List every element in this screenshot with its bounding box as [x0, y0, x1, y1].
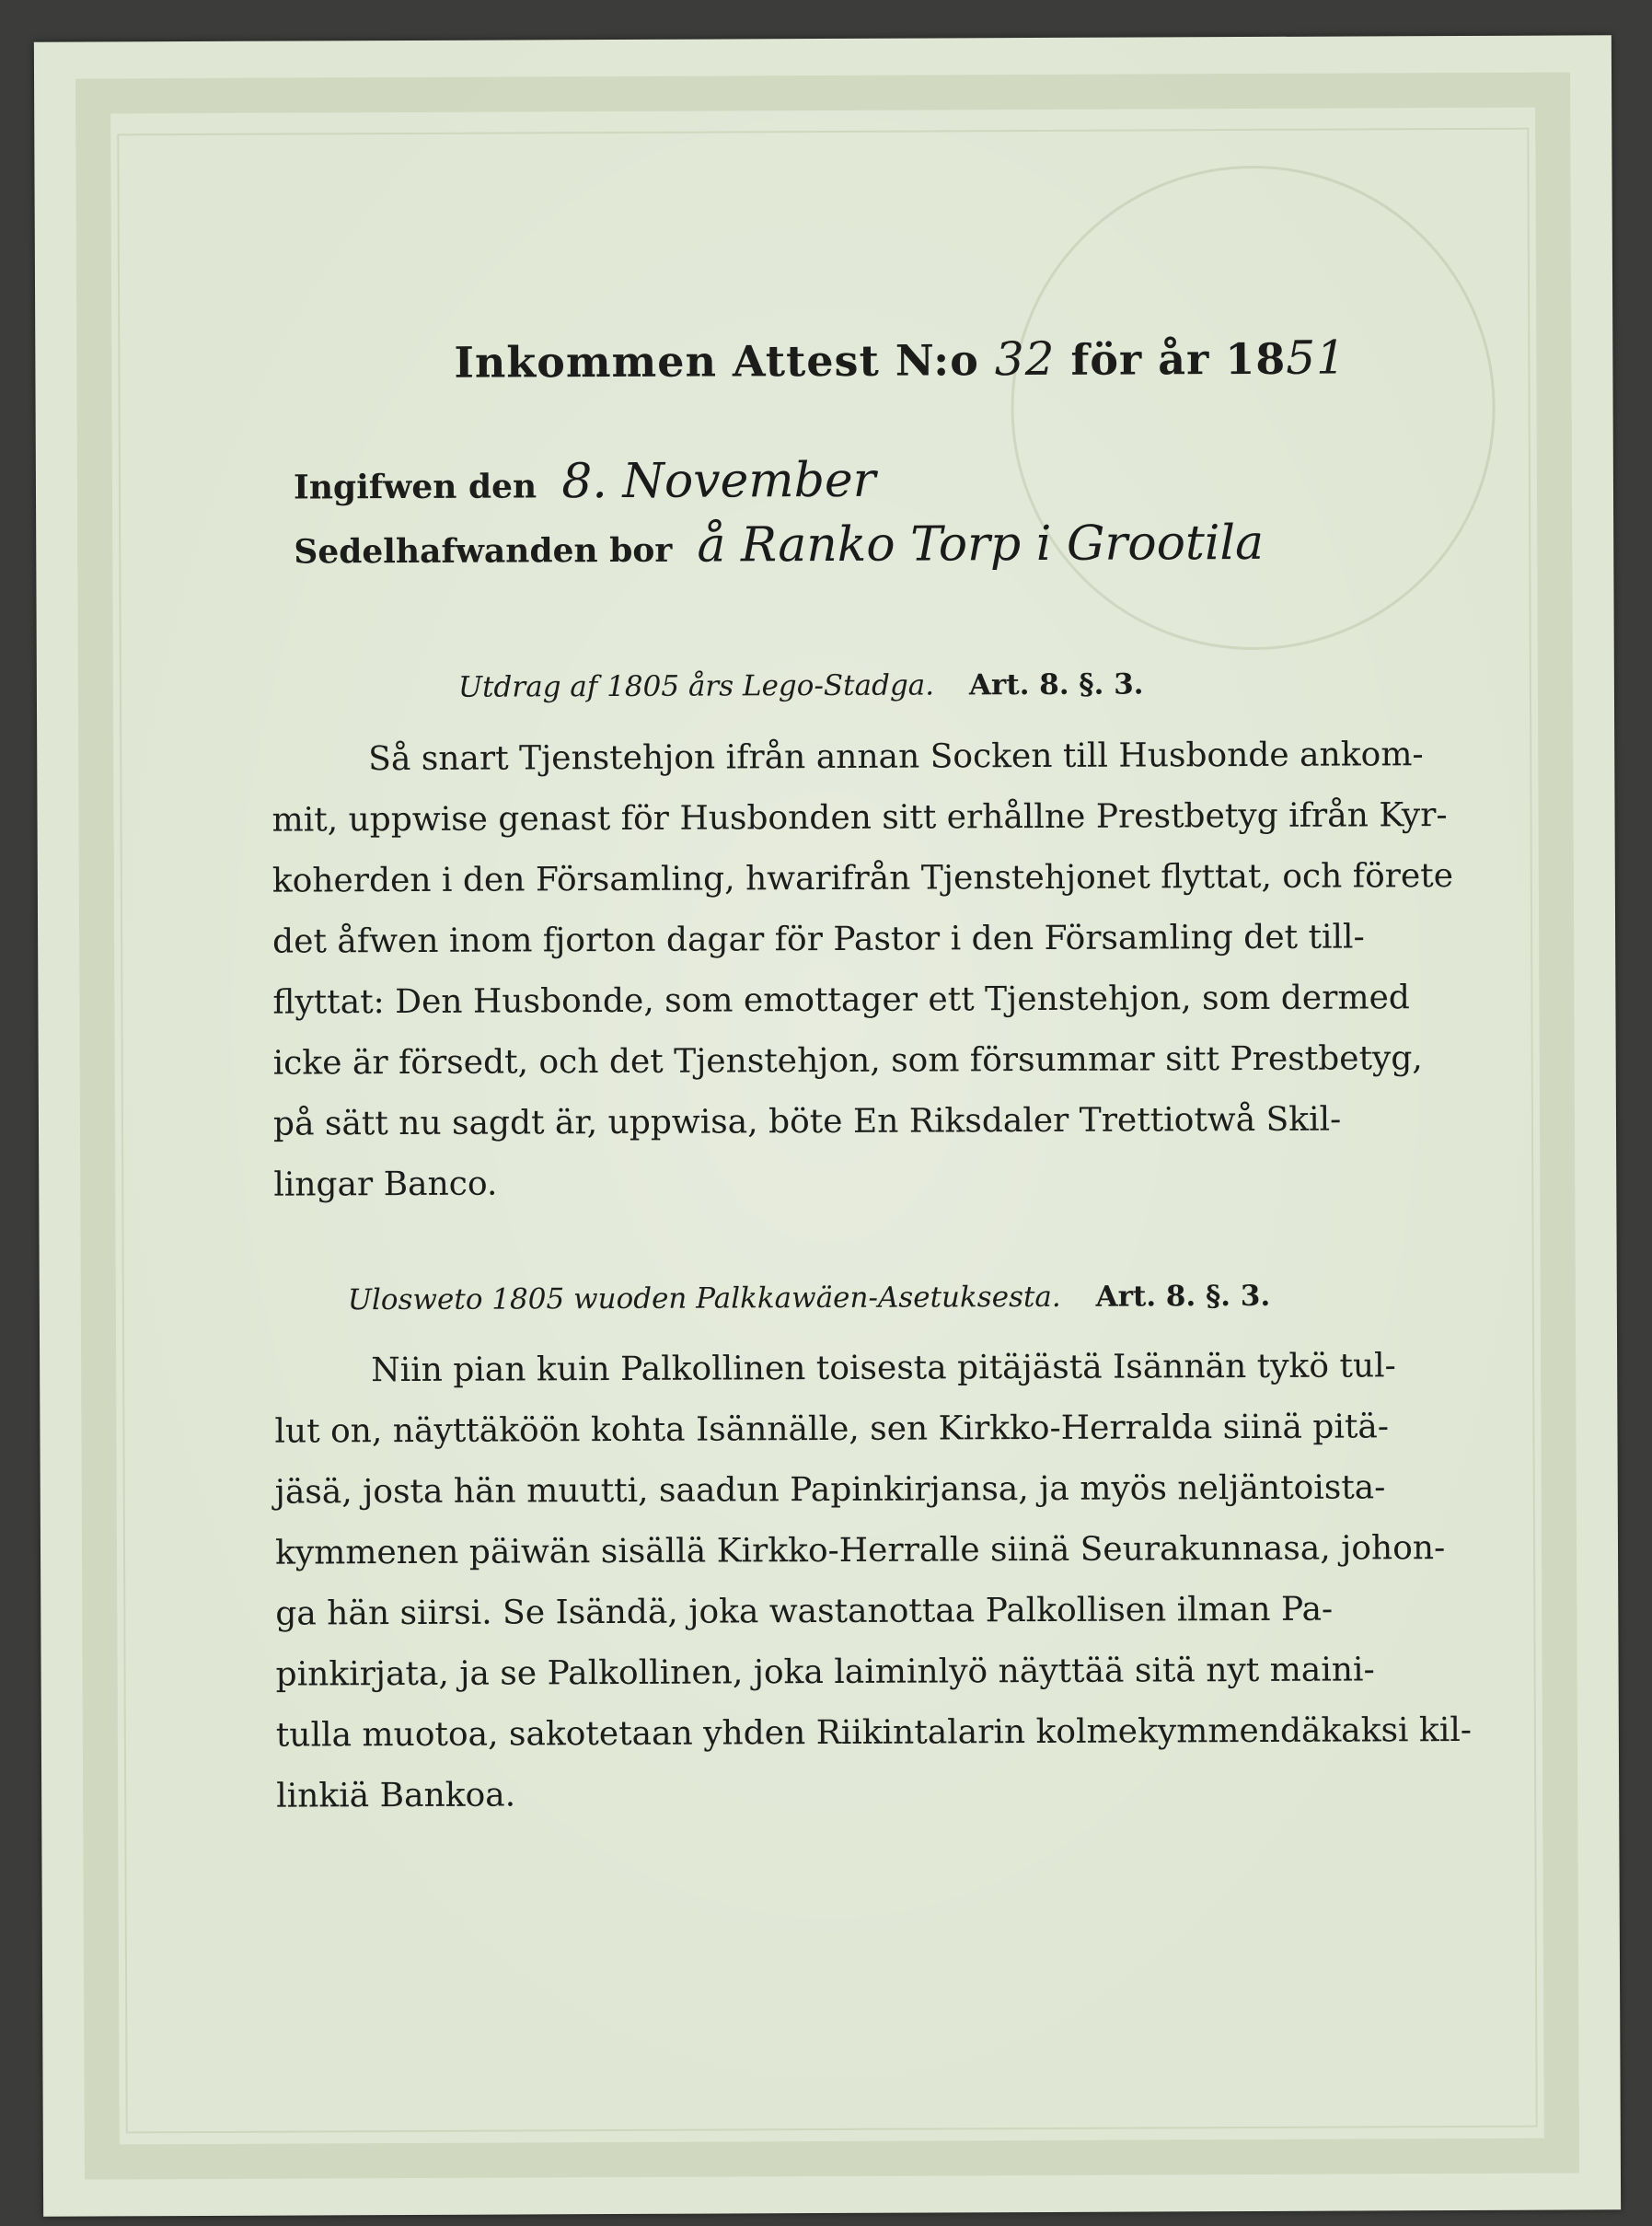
submitted-row — [294, 453, 876, 511]
swedish-line: det åfwen inom fjorton dagar för Pastor i den Församling det till- — [272, 918, 1365, 961]
swedish-line: flyttat: Den Husbonde, som emottager ett Tjenstehjon, som dermed — [272, 979, 1410, 1022]
finnish-line: Niin pian kuin Palkollinen toisesta pitäjästä Isännän tykö tul- — [371, 1347, 1396, 1390]
swedish-section-heading — [458, 667, 1144, 703]
finnish-line: linkiä Bankoa. — [276, 1776, 516, 1815]
document-sheet — [34, 35, 1621, 2216]
swedish-line: på sätt nu sagdt är, uppwisa, böte En Riksdaler Trettiotwå Skil- — [272, 1100, 1342, 1143]
swedish-line: koherden i den Församling, hwarifrån Tjenstehjonet flyttat, och förete — [271, 857, 1454, 900]
finnish-section-heading — [348, 1280, 1271, 1316]
finnish-line: lut on, näyttäköön kohta Isännälle, sen Kirkko-Herralda siinä pitä- — [274, 1408, 1390, 1451]
residence-row — [294, 516, 1264, 575]
certificate-year: 51 — [1286, 330, 1347, 385]
finnish-line: tulla muotoa, sakotetaan yhden Riikintalarin kolmekymmendäkaksi kil- — [275, 1710, 1473, 1755]
finnish-statute-paragraph — [274, 1336, 1472, 1827]
finnish-line: ga hän siirsi. Se Isändä, joka wastanottaa Palkollisen ilman Pa- — [275, 1590, 1334, 1633]
swedish-line: Så snart Tjenstehjon ifrån annan Socken till Husbonde ankom- — [368, 736, 1424, 779]
certificate-number: 32 — [994, 331, 1056, 387]
submitted-value: 8. November — [561, 452, 876, 510]
swedish-statute-paragraph — [271, 725, 1454, 1216]
finnish-heading-text: Ulosweto 1805 wuoden Palkkawäen-Asetuksesta. — [347, 1280, 1061, 1317]
finnish-line: pinkirjata, ja se Palkollinen, joka laiminlyö näyttää sitä nyt maini- — [275, 1651, 1375, 1694]
residence-label: Sedelhafwanden bor — [294, 530, 673, 572]
swedish-line: icke är försedt, och det Tjenstehjon, som försummar sitt Prestbetyg, — [272, 1039, 1423, 1083]
submitted-label: Ingifwen den — [293, 467, 537, 507]
swedish-line: mit, uppwise genast för Husbonden sitt erhållne Prestbetyg ifrån Kyr- — [271, 796, 1448, 840]
finnish-line: jäsä, josta hän muutti, saadun Papinkirjansa, ja myös neljäntoista- — [274, 1468, 1386, 1512]
finnish-line: kymmenen päiwän sisällä Kirkko-Herralle siinä Seurakunnasa, johon- — [274, 1529, 1446, 1572]
title-prefix: Inkommen Attest N:o — [454, 335, 979, 388]
finnish-article-ref: Art. 8. §. 3. — [1095, 1279, 1271, 1314]
certificate-title — [454, 331, 1346, 388]
residence-value: å Ranko Torp i Grootila — [697, 515, 1265, 574]
title-mid: för år 18 — [1070, 333, 1287, 385]
swedish-article-ref: Art. 8. §. 3. — [968, 667, 1144, 702]
swedish-line: lingar Banco. — [273, 1165, 498, 1204]
swedish-heading-text: Utdrag af 1805 års Lego-Stadga. — [457, 668, 935, 704]
bleed-through-seal — [1010, 165, 1496, 651]
